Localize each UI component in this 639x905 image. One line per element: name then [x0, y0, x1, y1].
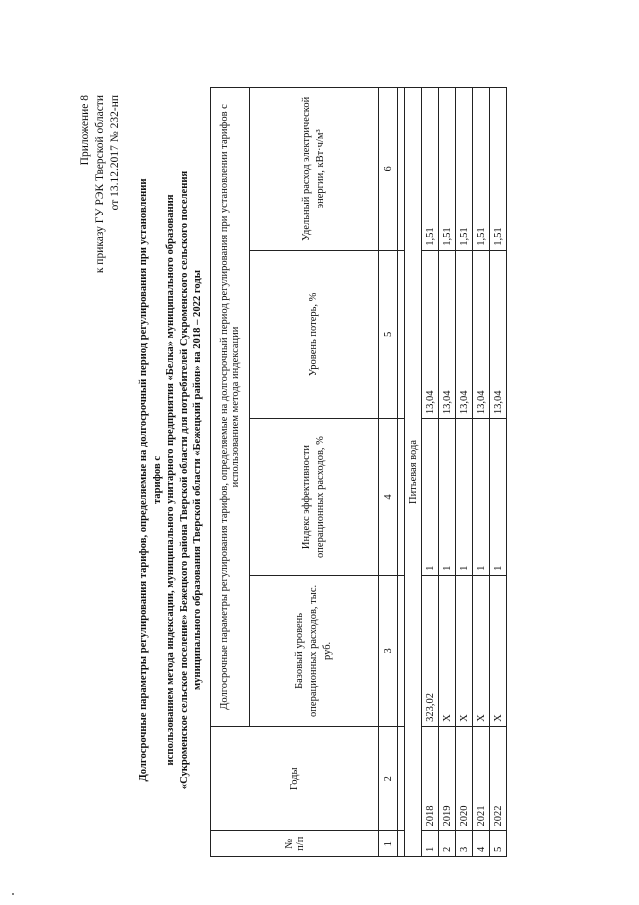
header-years: Годы [211, 726, 379, 831]
appendix-header [78, 95, 123, 273]
row-energy-consumption: 1,51 [439, 88, 456, 251]
table-row [439, 88, 456, 857]
column-number: 2 [379, 726, 398, 831]
separator-row [398, 88, 405, 857]
row-base-level: 323,02 [422, 575, 439, 726]
header-energy-consumption: Удельный расход электрической энергии, кВт·ч/м³ [250, 88, 379, 251]
table-row [473, 88, 490, 857]
column-number: 4 [379, 419, 398, 576]
row-number: 5 [490, 831, 507, 857]
title-line-2: использованием метода индексации, муниципального унитарного предприятия «Белка» муниципального образования [165, 194, 177, 766]
row-number: 4 [473, 831, 490, 857]
header-group: Долгосрочные параметры регулирования тарифов, определяемые на долгосрочный период регулирования при установлении тарифов с использованием метода индексации [211, 88, 250, 727]
row-number: 1 [422, 831, 439, 857]
column-number: 1 [379, 831, 398, 857]
column-number: 3 [379, 575, 398, 726]
row-loss-level: 13,04 [422, 250, 439, 418]
table-row [456, 88, 473, 857]
row-efficiency-index: 1 [456, 419, 473, 576]
row-energy-consumption: 1,51 [490, 88, 507, 251]
title-line-1: Долгосрочные параметры регулирования тарифов, определяемые на долгосрочный период регулирования при установлении тарифов с [138, 178, 163, 782]
row-year: 2019 [439, 726, 456, 831]
row-energy-consumption: 1,51 [456, 88, 473, 251]
row-energy-consumption: 1,51 [473, 88, 490, 251]
header-efficiency-index: Индекс эффективности операционных расходов, % [250, 419, 379, 576]
row-efficiency-index: 1 [490, 419, 507, 576]
row-number: 2 [439, 831, 456, 857]
row-efficiency-index: 1 [473, 419, 490, 576]
header-loss-level: Уровень потерь, % [250, 250, 379, 418]
row-efficiency-index: 1 [439, 419, 456, 576]
column-number: 5 [379, 250, 398, 418]
section-row [405, 88, 422, 857]
document-title [137, 160, 205, 800]
row-loss-level: 13,04 [439, 250, 456, 418]
row-efficiency-index: 1 [422, 419, 439, 576]
row-base-level: Х [473, 575, 490, 726]
appendix-date: от 13.12.2017 № 232-нп [109, 95, 121, 211]
appendix-order: к приказу ГУ РЭК Тверской области [94, 95, 106, 274]
appendix-number: Приложение 8 [79, 95, 91, 166]
header-base-level: Базовый уровень операционных расходов, тыс. руб. [250, 575, 379, 726]
row-number: 3 [456, 831, 473, 857]
section-drinking-water: Питьевая вода [405, 88, 422, 857]
table-row [490, 88, 507, 857]
header-number: № п/п [211, 831, 379, 857]
row-loss-level: 13,04 [473, 250, 490, 418]
row-energy-consumption: 1,51 [422, 88, 439, 251]
title-line-3: «Сукроменское сельское поселение» Бежецкого района Тверской области для потребителей Сукроменского сельского поселения [178, 170, 190, 790]
row-base-level: Х [439, 575, 456, 726]
row-loss-level: 13,04 [456, 250, 473, 418]
row-loss-level: 13,04 [490, 250, 507, 418]
row-year: 2018 [422, 726, 439, 831]
column-number: 6 [379, 88, 398, 251]
table-row [422, 88, 439, 857]
row-base-level: Х [490, 575, 507, 726]
row-year: 2021 [473, 726, 490, 831]
row-year: 2022 [490, 726, 507, 831]
title-line-4: муниципального образования Тверской области «Бежецкий район» на 2018 – 2022 годы [192, 269, 204, 691]
column-numbering-row [379, 88, 398, 857]
parameters-table [210, 87, 507, 857]
row-year: 2020 [456, 726, 473, 831]
row-base-level: Х [456, 575, 473, 726]
